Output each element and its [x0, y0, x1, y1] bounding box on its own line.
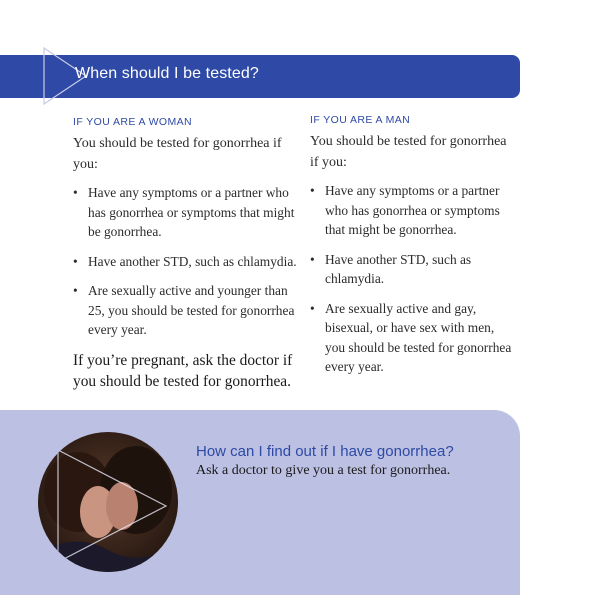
bullet-text: Have another STD, such as chlamydia.: [325, 251, 472, 286]
women-bullet-list: [73, 183, 298, 340]
section-title: When should I be tested?: [75, 65, 259, 82]
callout-question: How can I find out if I have gonorrhea?: [196, 443, 454, 460]
list-item: [73, 281, 298, 340]
men-column: [310, 114, 515, 387]
bullet-dot-icon: •: [73, 253, 78, 269]
list-item: [73, 183, 298, 242]
callout-answer: Ask a doctor to give you a test for gonorrhea.: [196, 463, 451, 478]
pregnancy-note: If you’re pregnant, ask the doctor if you should be tested for gonorrhea.: [73, 351, 293, 390]
men-intro: You should be tested for gonorrhea if you:: [310, 134, 507, 170]
men-heading: IF YOU ARE A MAN: [310, 114, 411, 126]
women-intro: You should be tested for gonorrhea if you:: [73, 136, 282, 172]
couple-photo: [38, 432, 178, 572]
photo-image: [38, 432, 178, 572]
men-bullet-list: [310, 181, 515, 377]
bullet-text: Have any symptoms or a partner who has gonorrhea or symptoms that might be gonorrhea.: [325, 183, 500, 237]
bullet-text: Have any symptoms or a partner who has gonorrhea or symptoms that might be gonorrhea.: [88, 185, 295, 239]
list-item: [73, 252, 298, 272]
list-item: [310, 250, 515, 289]
bullet-dot-icon: •: [73, 185, 78, 200]
bullet-dot-icon: •: [310, 183, 315, 198]
bullet-text: Have another STD, such as chlamydia.: [88, 253, 297, 269]
women-heading: IF YOU ARE A WOMAN: [73, 116, 193, 128]
bullet-dot-icon: •: [73, 283, 78, 298]
bullet-text: Are sexually active and gay, bisexual, or have sex with men, you should be tested for gonorrhea every year.: [325, 300, 512, 374]
bullet-dot-icon: •: [310, 251, 315, 267]
bullet-dot-icon: •: [310, 300, 315, 316]
women-column: [73, 116, 298, 392]
list-item: [310, 181, 515, 240]
triangle-outline-icon: [0, 0, 120, 120]
list-item: [310, 299, 515, 377]
bullet-text: Are sexually active and younger than 25, you should be tested for gonorrhea every year.: [88, 283, 295, 337]
